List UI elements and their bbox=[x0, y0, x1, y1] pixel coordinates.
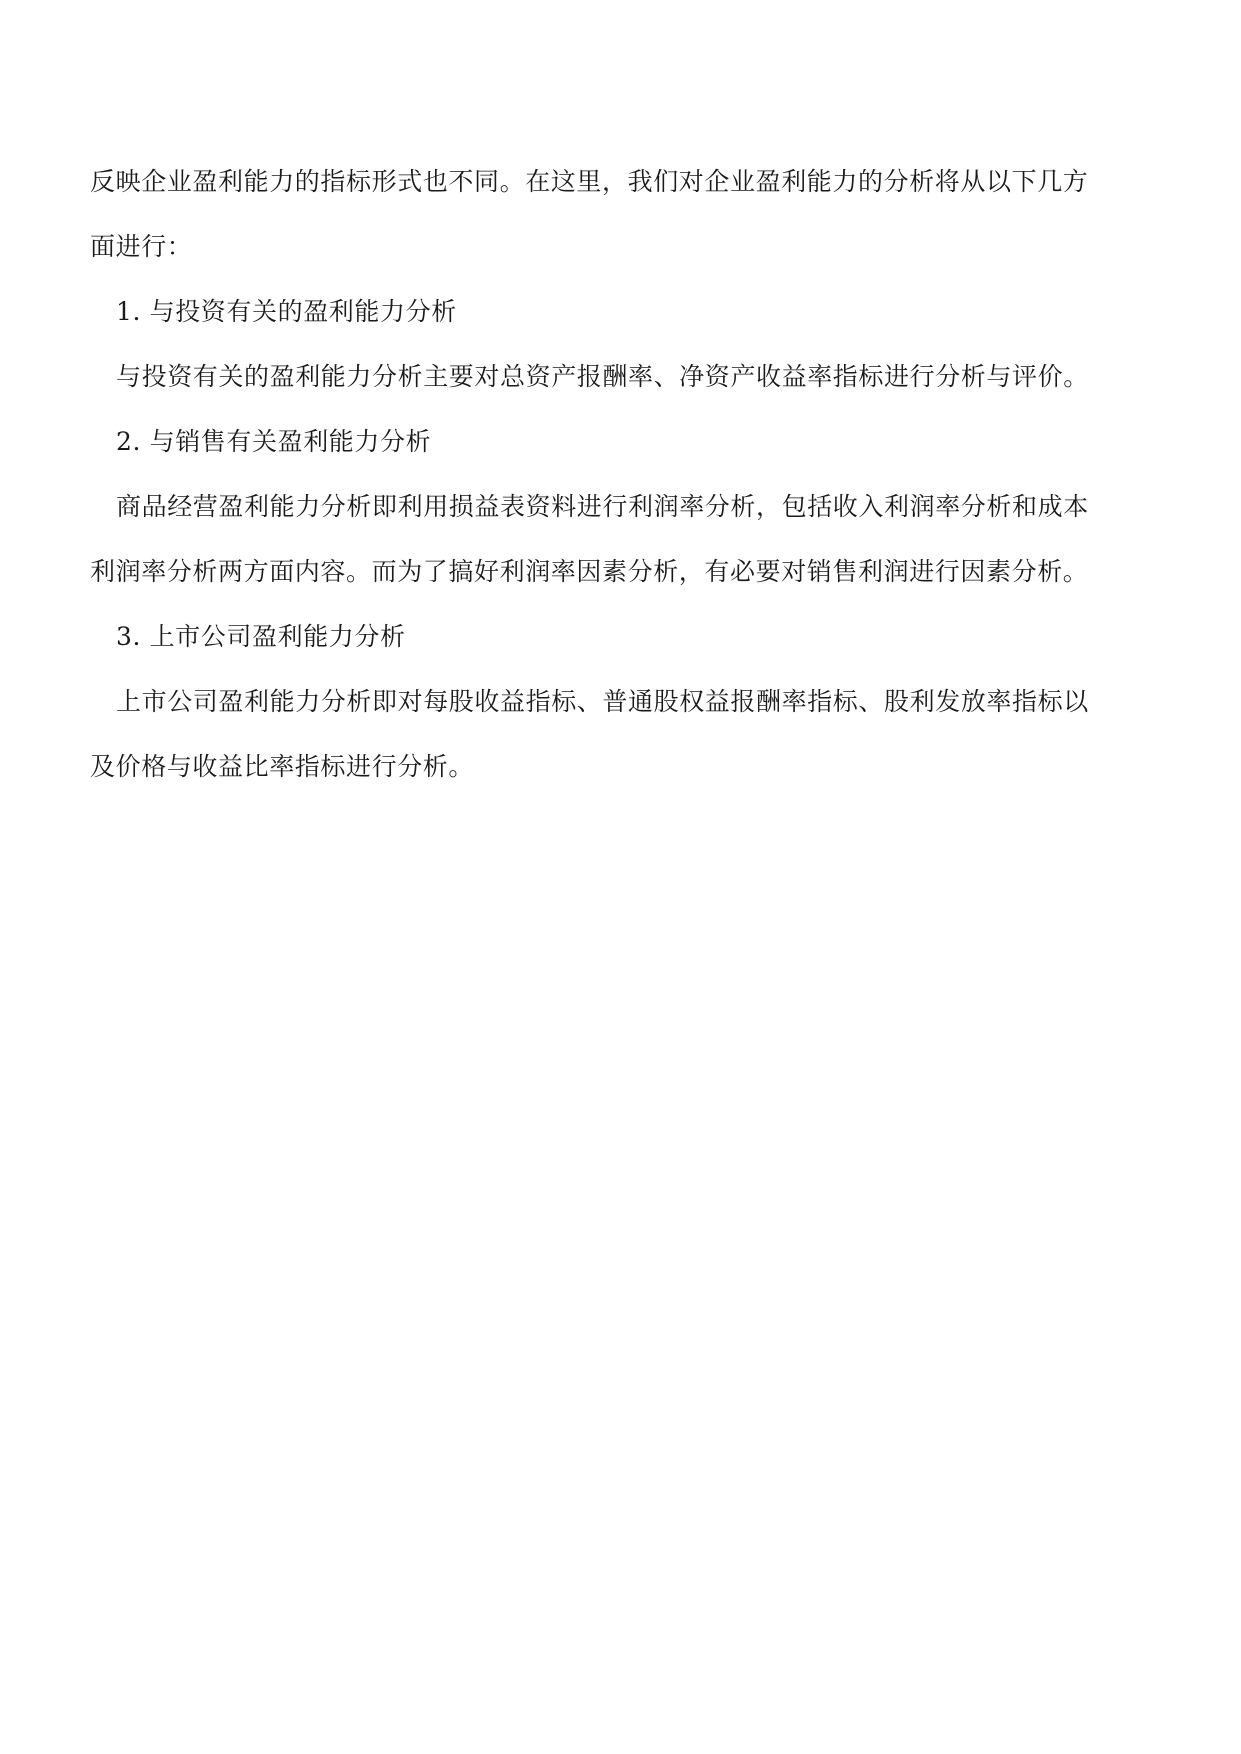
section-heading: 1. 与投资有关的盈利能力分析 bbox=[116, 297, 457, 326]
paragraph-line: 反映企业盈利能力的指标形式也不同。在这里，我们对企业盈利能力的分析将从以下几方 bbox=[90, 167, 1089, 196]
paragraph-line: 利润率分析两方面内容。而为了搞好利润率因素分析，有必要对销售利润进行因素分析。 bbox=[90, 557, 1089, 586]
paragraph-line: 上市公司盈利能力分析即对每股收益指标、普通股权益报酬率指标、股利发放率指标以 bbox=[116, 687, 1089, 716]
paragraph-line: 与投资有关的盈利能力分析主要对总资产报酬率、净资产收益率指标进行分析与评价。 bbox=[116, 362, 1089, 391]
paragraph-line: 及价格与收益比率指标进行分析。 bbox=[90, 752, 475, 781]
section-heading: 3. 上市公司盈利能力分析 bbox=[116, 622, 406, 651]
paragraph-line: 商品经营盈利能力分析即利用损益表资料进行利润率分析，包括收入利润率分析和成本 bbox=[116, 492, 1089, 521]
section-heading: 2. 与销售有关盈利能力分析 bbox=[116, 427, 432, 456]
paragraph-line: 面进行： bbox=[90, 232, 193, 261]
